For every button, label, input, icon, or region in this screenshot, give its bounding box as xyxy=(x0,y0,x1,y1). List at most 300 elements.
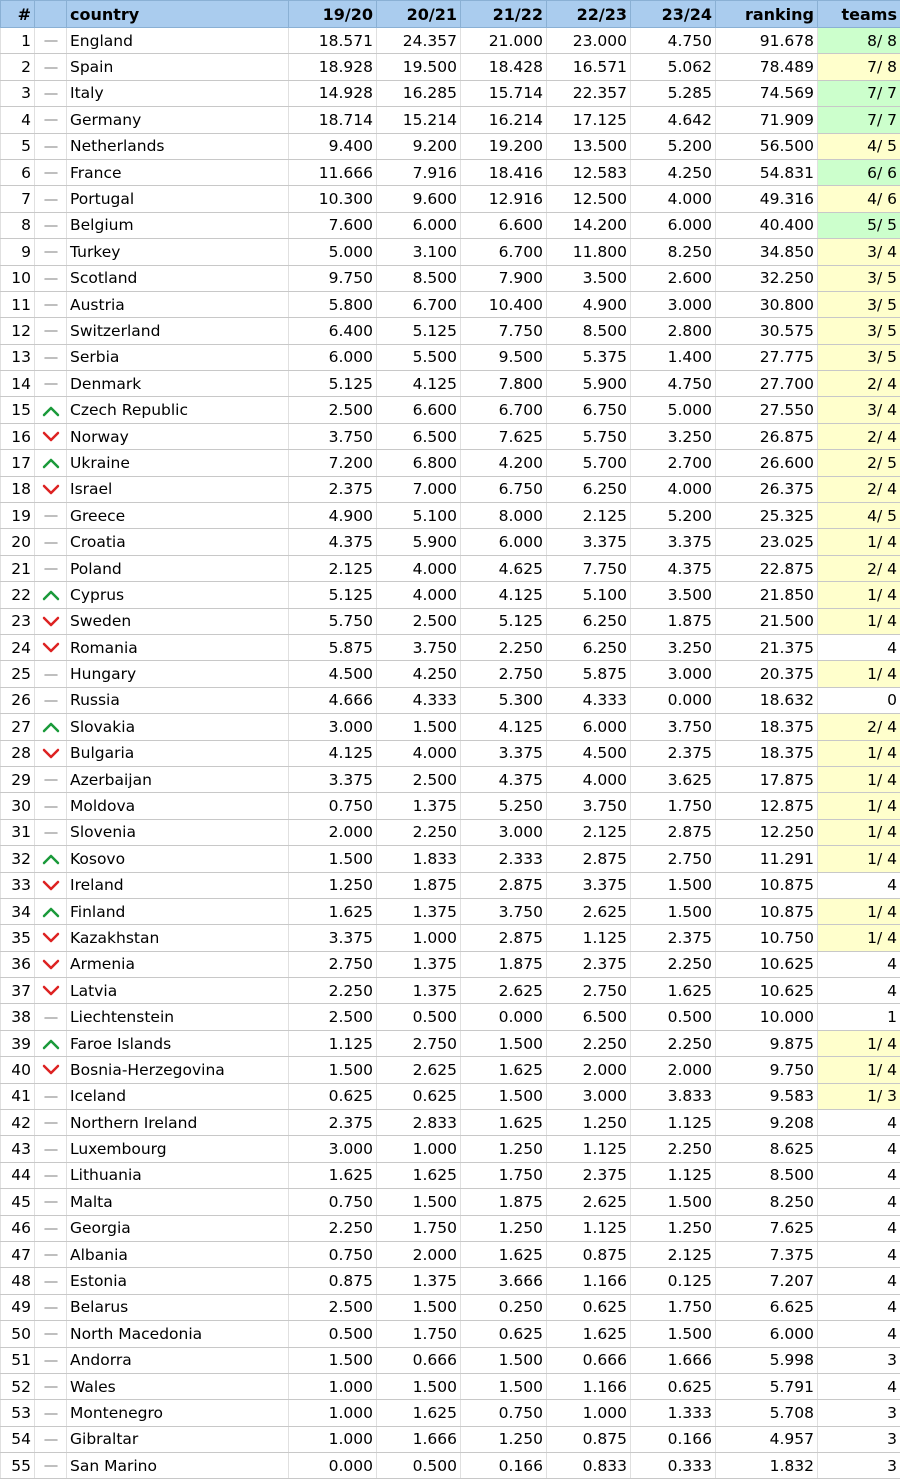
season-23-24-cell: 1.666 xyxy=(631,1347,716,1373)
season-23-24-cell: 1.875 xyxy=(631,608,716,634)
trend-cell xyxy=(35,687,67,713)
trend-unchanged-icon xyxy=(42,167,60,179)
table-row xyxy=(1,1215,900,1241)
trend-up-icon xyxy=(42,721,60,733)
season-22-23-cell: 6.250 xyxy=(547,608,631,634)
trend-up-icon xyxy=(42,906,60,918)
season-20-21-cell: 19.500 xyxy=(377,54,461,80)
trend-down-icon xyxy=(42,484,60,496)
season-20-21-cell: 1.375 xyxy=(377,978,461,1004)
country-cell: Liechtenstein xyxy=(67,1004,289,1030)
season-23-24-cell: 0.000 xyxy=(631,687,716,713)
ranking-cell: 27.775 xyxy=(716,344,818,370)
season-21-22-cell: 15.714 xyxy=(461,80,547,106)
rank-cell: 43 xyxy=(1,1136,35,1162)
country-cell: Romania xyxy=(67,634,289,660)
season-22-23-cell: 12.583 xyxy=(547,159,631,185)
season-19-20-cell: 1.125 xyxy=(289,1030,377,1056)
season-19-20-cell: 2.375 xyxy=(289,476,377,502)
season-19-20-cell: 4.125 xyxy=(289,740,377,766)
ranking-cell: 5.791 xyxy=(716,1373,818,1399)
season-20-21-cell: 3.100 xyxy=(377,239,461,265)
rank-cell: 31 xyxy=(1,819,35,845)
season-22-23-cell: 4.333 xyxy=(547,687,631,713)
trend-unchanged-icon xyxy=(42,299,60,311)
season-19-20-cell: 3.375 xyxy=(289,766,377,792)
ranking-cell: 9.750 xyxy=(716,1057,818,1083)
season-23-24-cell: 2.375 xyxy=(631,925,716,951)
ranking-cell: 5.998 xyxy=(716,1347,818,1373)
header-season-23-24[interactable]: 23/24 xyxy=(631,1,716,28)
trend-cell xyxy=(35,793,67,819)
rank-cell: 30 xyxy=(1,793,35,819)
season-19-20-cell: 2.500 xyxy=(289,1294,377,1320)
season-23-24-cell: 3.250 xyxy=(631,423,716,449)
ranking-cell: 10.875 xyxy=(716,872,818,898)
trend-cell xyxy=(35,978,67,1004)
season-21-22-cell: 1.250 xyxy=(461,1136,547,1162)
season-19-20-cell: 14.928 xyxy=(289,80,377,106)
rank-cell: 42 xyxy=(1,1110,35,1136)
table-row xyxy=(1,450,900,476)
season-22-23-cell: 1.000 xyxy=(547,1400,631,1426)
season-23-24-cell: 0.625 xyxy=(631,1373,716,1399)
season-22-23-cell: 4.000 xyxy=(547,766,631,792)
season-22-23-cell: 2.125 xyxy=(547,503,631,529)
ranking-cell: 27.700 xyxy=(716,371,818,397)
country-cell: Wales xyxy=(67,1373,289,1399)
season-23-24-cell: 4.750 xyxy=(631,28,716,54)
table-row xyxy=(1,1347,900,1373)
season-19-20-cell: 1.000 xyxy=(289,1400,377,1426)
season-19-20-cell: 7.200 xyxy=(289,450,377,476)
trend-cell xyxy=(35,1294,67,1320)
ranking-cell: 71.909 xyxy=(716,107,818,133)
country-cell: Italy xyxy=(67,80,289,106)
teams-cell: 4 xyxy=(818,1373,900,1399)
season-21-22-cell: 6.700 xyxy=(461,239,547,265)
season-22-23-cell: 1.166 xyxy=(547,1373,631,1399)
trend-cell xyxy=(35,371,67,397)
country-cell: Croatia xyxy=(67,529,289,555)
rank-cell: 16 xyxy=(1,423,35,449)
table-row xyxy=(1,133,900,159)
teams-cell: 1/ 4 xyxy=(818,582,900,608)
season-21-22-cell: 1.875 xyxy=(461,951,547,977)
season-22-23-cell: 1.125 xyxy=(547,925,631,951)
trend-unchanged-icon xyxy=(42,1223,60,1235)
header-season-19-20[interactable]: 19/20 xyxy=(289,1,377,28)
season-21-22-cell: 4.625 xyxy=(461,555,547,581)
header-ranking[interactable]: ranking xyxy=(716,1,818,28)
rank-cell: 49 xyxy=(1,1294,35,1320)
season-19-20-cell: 5.800 xyxy=(289,291,377,317)
season-19-20-cell: 6.400 xyxy=(289,318,377,344)
season-21-22-cell: 1.500 xyxy=(461,1373,547,1399)
season-23-24-cell: 0.166 xyxy=(631,1426,716,1452)
season-21-22-cell: 5.125 xyxy=(461,608,547,634)
rank-cell: 10 xyxy=(1,265,35,291)
trend-unchanged-icon xyxy=(42,1144,60,1156)
season-22-23-cell: 13.500 xyxy=(547,133,631,159)
season-22-23-cell: 6.500 xyxy=(547,1004,631,1030)
trend-unchanged-icon xyxy=(42,1012,60,1024)
season-21-22-cell: 0.166 xyxy=(461,1453,547,1479)
table-row xyxy=(1,291,900,317)
trend-cell xyxy=(35,344,67,370)
teams-cell: 3 xyxy=(818,1453,900,1479)
season-20-21-cell: 1.000 xyxy=(377,1136,461,1162)
ranking-cell: 8.625 xyxy=(716,1136,818,1162)
country-cell: Spain xyxy=(67,54,289,80)
season-19-20-cell: 6.000 xyxy=(289,344,377,370)
country-cell: Kosovo xyxy=(67,846,289,872)
season-19-20-cell: 4.666 xyxy=(289,687,377,713)
country-cell: Gibraltar xyxy=(67,1426,289,1452)
teams-cell: 2/ 4 xyxy=(818,714,900,740)
table-row xyxy=(1,766,900,792)
ranking-cell: 6.625 xyxy=(716,1294,818,1320)
season-20-21-cell: 1.500 xyxy=(377,1189,461,1215)
trend-cell xyxy=(35,740,67,766)
ranking-cell: 18.375 xyxy=(716,714,818,740)
ranking-cell: 18.375 xyxy=(716,740,818,766)
rank-cell: 28 xyxy=(1,740,35,766)
season-20-21-cell: 1.375 xyxy=(377,1268,461,1294)
country-cell: Slovakia xyxy=(67,714,289,740)
season-19-20-cell: 1.500 xyxy=(289,846,377,872)
country-cell: Hungary xyxy=(67,661,289,687)
country-cell: Bulgaria xyxy=(67,740,289,766)
country-cell: Austria xyxy=(67,291,289,317)
rank-cell: 6 xyxy=(1,159,35,185)
teams-cell: 1/ 4 xyxy=(818,608,900,634)
season-22-23-cell: 5.875 xyxy=(547,661,631,687)
season-20-21-cell: 5.500 xyxy=(377,344,461,370)
season-21-22-cell: 1.250 xyxy=(461,1215,547,1241)
table-row xyxy=(1,1426,900,1452)
teams-cell: 4 xyxy=(818,1189,900,1215)
trend-cell xyxy=(35,54,67,80)
season-23-24-cell: 1.500 xyxy=(631,1321,716,1347)
season-19-20-cell: 18.928 xyxy=(289,54,377,80)
season-23-24-cell: 0.125 xyxy=(631,1268,716,1294)
teams-cell: 2/ 4 xyxy=(818,555,900,581)
ranking-cell: 9.208 xyxy=(716,1110,818,1136)
table-row xyxy=(1,1241,900,1267)
table-row xyxy=(1,872,900,898)
season-21-22-cell: 0.000 xyxy=(461,1004,547,1030)
table-row xyxy=(1,634,900,660)
teams-cell: 1/ 4 xyxy=(818,1030,900,1056)
trend-cell xyxy=(35,1426,67,1452)
teams-cell: 4 xyxy=(818,872,900,898)
season-21-22-cell: 2.250 xyxy=(461,634,547,660)
season-19-20-cell: 10.300 xyxy=(289,186,377,212)
season-20-21-cell: 1.375 xyxy=(377,898,461,924)
trend-cell xyxy=(35,423,67,449)
trend-cell xyxy=(35,1136,67,1162)
trend-cell xyxy=(35,186,67,212)
table-row xyxy=(1,1083,900,1109)
season-23-24-cell: 3.000 xyxy=(631,661,716,687)
trend-unchanged-icon xyxy=(42,827,60,839)
country-cell: Slovenia xyxy=(67,819,289,845)
trend-unchanged-icon xyxy=(42,352,60,364)
header-season-21-22[interactable]: 21/22 xyxy=(461,1,547,28)
rank-cell: 3 xyxy=(1,80,35,106)
ranking-cell: 30.575 xyxy=(716,318,818,344)
table-row xyxy=(1,925,900,951)
season-20-21-cell: 2.250 xyxy=(377,819,461,845)
country-cell: Norway xyxy=(67,423,289,449)
country-cell: Northern Ireland xyxy=(67,1110,289,1136)
rank-cell: 53 xyxy=(1,1400,35,1426)
season-22-23-cell: 3.375 xyxy=(547,529,631,555)
season-20-21-cell: 1.875 xyxy=(377,872,461,898)
country-cell: Kazakhstan xyxy=(67,925,289,951)
ranking-cell: 7.625 xyxy=(716,1215,818,1241)
ranking-cell: 5.708 xyxy=(716,1400,818,1426)
trend-cell xyxy=(35,634,67,660)
season-19-20-cell: 1.500 xyxy=(289,1347,377,1373)
table-row xyxy=(1,819,900,845)
ranking-cell: 54.831 xyxy=(716,159,818,185)
trend-unchanged-icon xyxy=(42,563,60,575)
country-cell: Denmark xyxy=(67,371,289,397)
trend-cell xyxy=(35,450,67,476)
season-21-22-cell: 7.900 xyxy=(461,265,547,291)
rank-cell: 34 xyxy=(1,898,35,924)
country-cell: San Marino xyxy=(67,1453,289,1479)
season-23-24-cell: 1.500 xyxy=(631,1189,716,1215)
trend-up-icon xyxy=(42,457,60,469)
teams-cell: 4 xyxy=(818,1136,900,1162)
season-19-20-cell: 0.750 xyxy=(289,1241,377,1267)
season-20-21-cell: 15.214 xyxy=(377,107,461,133)
season-23-24-cell: 1.500 xyxy=(631,898,716,924)
season-21-22-cell: 1.500 xyxy=(461,1030,547,1056)
trend-cell xyxy=(35,1400,67,1426)
teams-cell: 4/ 6 xyxy=(818,186,900,212)
ranking-cell: 78.489 xyxy=(716,54,818,80)
country-cell: Russia xyxy=(67,687,289,713)
season-22-23-cell: 2.625 xyxy=(547,1189,631,1215)
season-19-20-cell: 3.000 xyxy=(289,714,377,740)
season-19-20-cell: 0.500 xyxy=(289,1321,377,1347)
table-row xyxy=(1,476,900,502)
rank-cell: 44 xyxy=(1,1162,35,1188)
rank-cell: 32 xyxy=(1,846,35,872)
trend-down-icon xyxy=(42,748,60,760)
season-23-24-cell: 1.500 xyxy=(631,872,716,898)
rank-cell: 11 xyxy=(1,291,35,317)
season-23-24-cell: 5.062 xyxy=(631,54,716,80)
season-22-23-cell: 0.666 xyxy=(547,1347,631,1373)
season-22-23-cell: 0.875 xyxy=(547,1426,631,1452)
season-22-23-cell: 1.625 xyxy=(547,1321,631,1347)
rank-cell: 41 xyxy=(1,1083,35,1109)
ranking-cell: 7.207 xyxy=(716,1268,818,1294)
ranking-cell: 10.625 xyxy=(716,951,818,977)
season-20-21-cell: 1.000 xyxy=(377,925,461,951)
season-23-24-cell: 4.250 xyxy=(631,159,716,185)
country-cell: Azerbaijan xyxy=(67,766,289,792)
country-cell: Poland xyxy=(67,555,289,581)
table-row xyxy=(1,661,900,687)
rank-cell: 54 xyxy=(1,1426,35,1452)
season-21-22-cell: 3.666 xyxy=(461,1268,547,1294)
table-row xyxy=(1,1030,900,1056)
ranking-cell: 8.500 xyxy=(716,1162,818,1188)
teams-cell: 4 xyxy=(818,1162,900,1188)
season-19-20-cell: 4.375 xyxy=(289,529,377,555)
season-20-21-cell: 9.200 xyxy=(377,133,461,159)
season-20-21-cell: 2.625 xyxy=(377,1057,461,1083)
table-row xyxy=(1,239,900,265)
ranking-cell: 32.250 xyxy=(716,265,818,291)
season-23-24-cell: 1.333 xyxy=(631,1400,716,1426)
table-body xyxy=(1,28,900,1479)
season-23-24-cell: 3.000 xyxy=(631,291,716,317)
trend-unchanged-icon xyxy=(42,325,60,337)
trend-cell xyxy=(35,819,67,845)
trend-cell xyxy=(35,846,67,872)
table-row xyxy=(1,1268,900,1294)
season-22-23-cell: 0.833 xyxy=(547,1453,631,1479)
season-19-20-cell: 0.000 xyxy=(289,1453,377,1479)
ranking-cell: 21.850 xyxy=(716,582,818,608)
table-row xyxy=(1,1189,900,1215)
rank-cell: 1 xyxy=(1,28,35,54)
ranking-cell: 4.957 xyxy=(716,1426,818,1452)
ranking-cell: 10.000 xyxy=(716,1004,818,1030)
country-cell: Portugal xyxy=(67,186,289,212)
trend-cell xyxy=(35,1030,67,1056)
trend-cell xyxy=(35,529,67,555)
header-country[interactable]: country xyxy=(67,1,289,28)
header-rank[interactable]: # xyxy=(1,1,35,28)
rank-cell: 14 xyxy=(1,371,35,397)
season-23-24-cell: 4.000 xyxy=(631,186,716,212)
rank-cell: 21 xyxy=(1,555,35,581)
ranking-cell: 27.550 xyxy=(716,397,818,423)
trend-unchanged-icon xyxy=(42,141,60,153)
country-cell: Serbia xyxy=(67,344,289,370)
season-21-22-cell: 6.000 xyxy=(461,529,547,555)
rank-cell: 47 xyxy=(1,1241,35,1267)
rank-cell: 38 xyxy=(1,1004,35,1030)
rank-cell: 13 xyxy=(1,344,35,370)
country-cell: Netherlands xyxy=(67,133,289,159)
season-20-21-cell: 24.357 xyxy=(377,28,461,54)
teams-cell: 3/ 5 xyxy=(818,318,900,344)
trend-cell xyxy=(35,239,67,265)
season-21-22-cell: 4.125 xyxy=(461,714,547,740)
teams-cell: 4 xyxy=(818,634,900,660)
rank-cell: 29 xyxy=(1,766,35,792)
rank-cell: 22 xyxy=(1,582,35,608)
rank-cell: 23 xyxy=(1,608,35,634)
season-22-23-cell: 0.875 xyxy=(547,1241,631,1267)
season-20-21-cell: 1.666 xyxy=(377,1426,461,1452)
teams-cell: 1/ 4 xyxy=(818,793,900,819)
rank-cell: 40 xyxy=(1,1057,35,1083)
ranking-cell: 74.569 xyxy=(716,80,818,106)
season-22-23-cell: 4.900 xyxy=(547,291,631,317)
ranking-cell: 26.375 xyxy=(716,476,818,502)
ranking-cell: 56.500 xyxy=(716,133,818,159)
rank-cell: 20 xyxy=(1,529,35,555)
season-23-24-cell: 0.500 xyxy=(631,1004,716,1030)
season-20-21-cell: 1.500 xyxy=(377,714,461,740)
trend-cell xyxy=(35,925,67,951)
trend-down-icon xyxy=(42,642,60,654)
trend-cell xyxy=(35,1162,67,1188)
trend-cell xyxy=(35,212,67,238)
ranking-cell: 10.875 xyxy=(716,898,818,924)
season-21-22-cell: 0.250 xyxy=(461,1294,547,1320)
rank-cell: 46 xyxy=(1,1215,35,1241)
header-season-22-23[interactable]: 22/23 xyxy=(547,1,631,28)
rank-cell: 2 xyxy=(1,54,35,80)
teams-cell: 3 xyxy=(818,1426,900,1452)
trend-unchanged-icon xyxy=(42,1355,60,1367)
trend-cell xyxy=(35,898,67,924)
table-row xyxy=(1,503,900,529)
season-21-22-cell: 6.700 xyxy=(461,397,547,423)
season-21-22-cell: 3.750 xyxy=(461,898,547,924)
season-20-21-cell: 6.500 xyxy=(377,423,461,449)
trend-cell xyxy=(35,1189,67,1215)
table-row xyxy=(1,1110,900,1136)
trend-up-icon xyxy=(42,589,60,601)
season-23-24-cell: 2.125 xyxy=(631,1241,716,1267)
table-row xyxy=(1,1453,900,1479)
header-season-20-21[interactable]: 20/21 xyxy=(377,1,461,28)
trend-cell xyxy=(35,714,67,740)
season-22-23-cell: 2.375 xyxy=(547,951,631,977)
season-21-22-cell: 1.500 xyxy=(461,1347,547,1373)
season-22-23-cell: 16.571 xyxy=(547,54,631,80)
season-20-21-cell: 2.500 xyxy=(377,766,461,792)
season-19-20-cell: 9.400 xyxy=(289,133,377,159)
trend-cell xyxy=(35,1110,67,1136)
season-22-23-cell: 2.625 xyxy=(547,898,631,924)
country-cell: Germany xyxy=(67,107,289,133)
season-21-22-cell: 1.625 xyxy=(461,1241,547,1267)
trend-unchanged-icon xyxy=(42,1381,60,1393)
season-23-24-cell: 1.125 xyxy=(631,1110,716,1136)
season-21-22-cell: 1.625 xyxy=(461,1057,547,1083)
country-cell: Luxembourg xyxy=(67,1136,289,1162)
rank-cell: 35 xyxy=(1,925,35,951)
season-21-22-cell: 18.428 xyxy=(461,54,547,80)
season-19-20-cell: 2.000 xyxy=(289,819,377,845)
season-23-24-cell: 5.000 xyxy=(631,397,716,423)
country-cell: Lithuania xyxy=(67,1162,289,1188)
trend-down-icon xyxy=(42,880,60,892)
teams-cell: 7/ 7 xyxy=(818,107,900,133)
header-teams[interactable]: teams xyxy=(818,1,900,28)
season-19-20-cell: 11.666 xyxy=(289,159,377,185)
season-21-22-cell: 5.250 xyxy=(461,793,547,819)
trend-cell xyxy=(35,766,67,792)
teams-cell: 3/ 4 xyxy=(818,397,900,423)
season-19-20-cell: 1.500 xyxy=(289,1057,377,1083)
trend-cell xyxy=(35,1453,67,1479)
season-23-24-cell: 0.333 xyxy=(631,1453,716,1479)
